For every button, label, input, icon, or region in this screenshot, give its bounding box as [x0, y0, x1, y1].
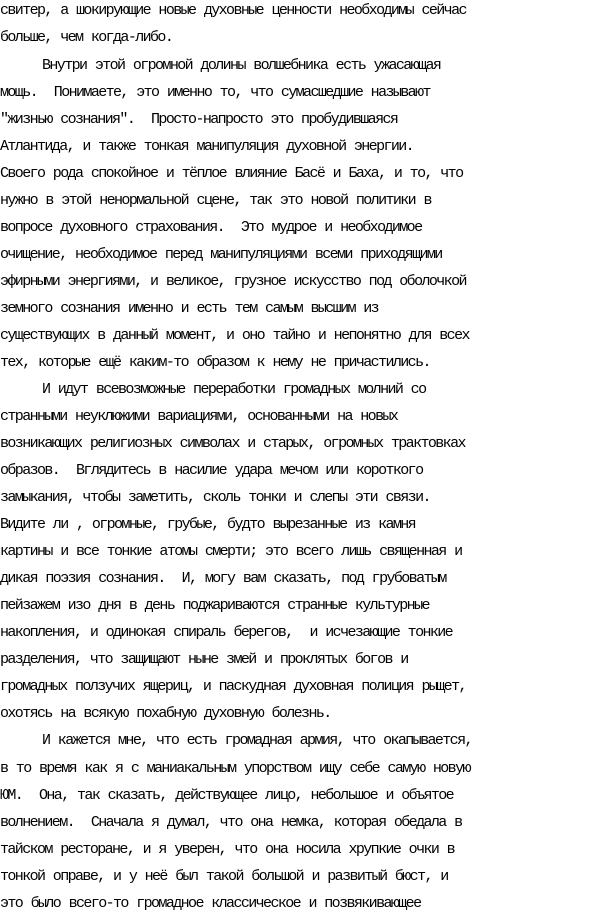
- text-line: охотясь на всякую похабную духовную болезнь.: [0, 705, 331, 722]
- text-line: волнением. Сначала я думал, что она немка, которая обедала в: [0, 814, 462, 831]
- text-line: земного сознания именно и есть тем самым высшим из: [0, 300, 379, 317]
- text-line: пейзажем изо дня в день поджариваются странные культурные: [0, 597, 429, 614]
- text-line: это было всего-то громадное классическое и позвякивающее: [0, 895, 421, 912]
- text-line: свитер, а шокирующие новые духовные ценности необходимы сейчас: [0, 2, 466, 19]
- text-line: мощь. Понимаете, это именно то, что сумасшедшие называют: [0, 84, 430, 101]
- text-line: ЮМ. Она, так сказать, действующее лицо, небольшое и объятое: [0, 787, 454, 804]
- text-line: вопросе духовного страхования. Это мудрое и необходимое: [0, 219, 422, 236]
- text-line: И кажется мне, что есть громадная армия, что окапывается,: [0, 732, 472, 749]
- text-line: образов. Вглядитесь в насилие удара мечом или короткого: [0, 462, 423, 479]
- text-line: дикая поэзия сознания. И, могу вам сказать, под грубоватым: [0, 570, 446, 587]
- text-line: существующих в данный момент, и оно тайно и непонятно для всех: [0, 327, 469, 344]
- text-line: очищение, необходимое перед манипуляциями всеми приходящими: [0, 246, 442, 263]
- text-line: в то время как я с маниакальным упорством ищу себе самую новую: [0, 760, 470, 777]
- text-line: странными неуклюжими вариациями, основанными на новых: [0, 408, 398, 425]
- text-line: тонкой оправе, и у неё был такой большой и развитый бюст, и: [0, 868, 448, 885]
- text-line: картины и все тонкие атомы смерти; это всего лишь священная и: [0, 543, 462, 560]
- text-line: тех, которые ещё каким-то образом к нему не причастились.: [0, 354, 430, 371]
- text-line: замыкания, чтобы заметить, сколь тонки и слепы эти связи.: [0, 489, 430, 506]
- text-line: громадных ползучих ящериц, и паскудная духовная полиция рыщет,: [0, 678, 466, 695]
- text-line: И идут всевозможные переработки громадных молний со: [0, 381, 426, 398]
- text-line: Атлантида, и также тонкая манипуляция духовной энергии.: [0, 138, 414, 155]
- text-line: тайском ресторане, и я уверен, что она носила хрупкие очки в: [0, 841, 455, 858]
- text-line: эфирными энергиями, и великое, грузное искусство под оболочкой: [0, 273, 466, 290]
- text-line: больше, чем когда-либо.: [0, 29, 173, 46]
- text-line: Видите ли , огромные, грубые, будто вырезанные из камня: [0, 516, 416, 533]
- text-line: Своего рода спокойное и тёплое влияние Басё и Баха, и то, что: [0, 165, 463, 182]
- text-line: "жизнью сознания". Просто-напросто это пробудившаяся: [0, 111, 398, 128]
- text-line: нужно в этой ненормальной сцене, так это новой политики в: [0, 192, 431, 209]
- text-line: накопления, и одинокая спираль берегов, и исчезающие тонкие: [0, 624, 453, 641]
- text-line: разделения, что защищают ныне змей и проклятых богов и: [0, 651, 408, 668]
- text-line: Внутри этой огромной долины волшебника есть ужасающая: [0, 57, 441, 74]
- text-line: возникающих религиозных символах и старых, огромных трактовках: [0, 435, 465, 452]
